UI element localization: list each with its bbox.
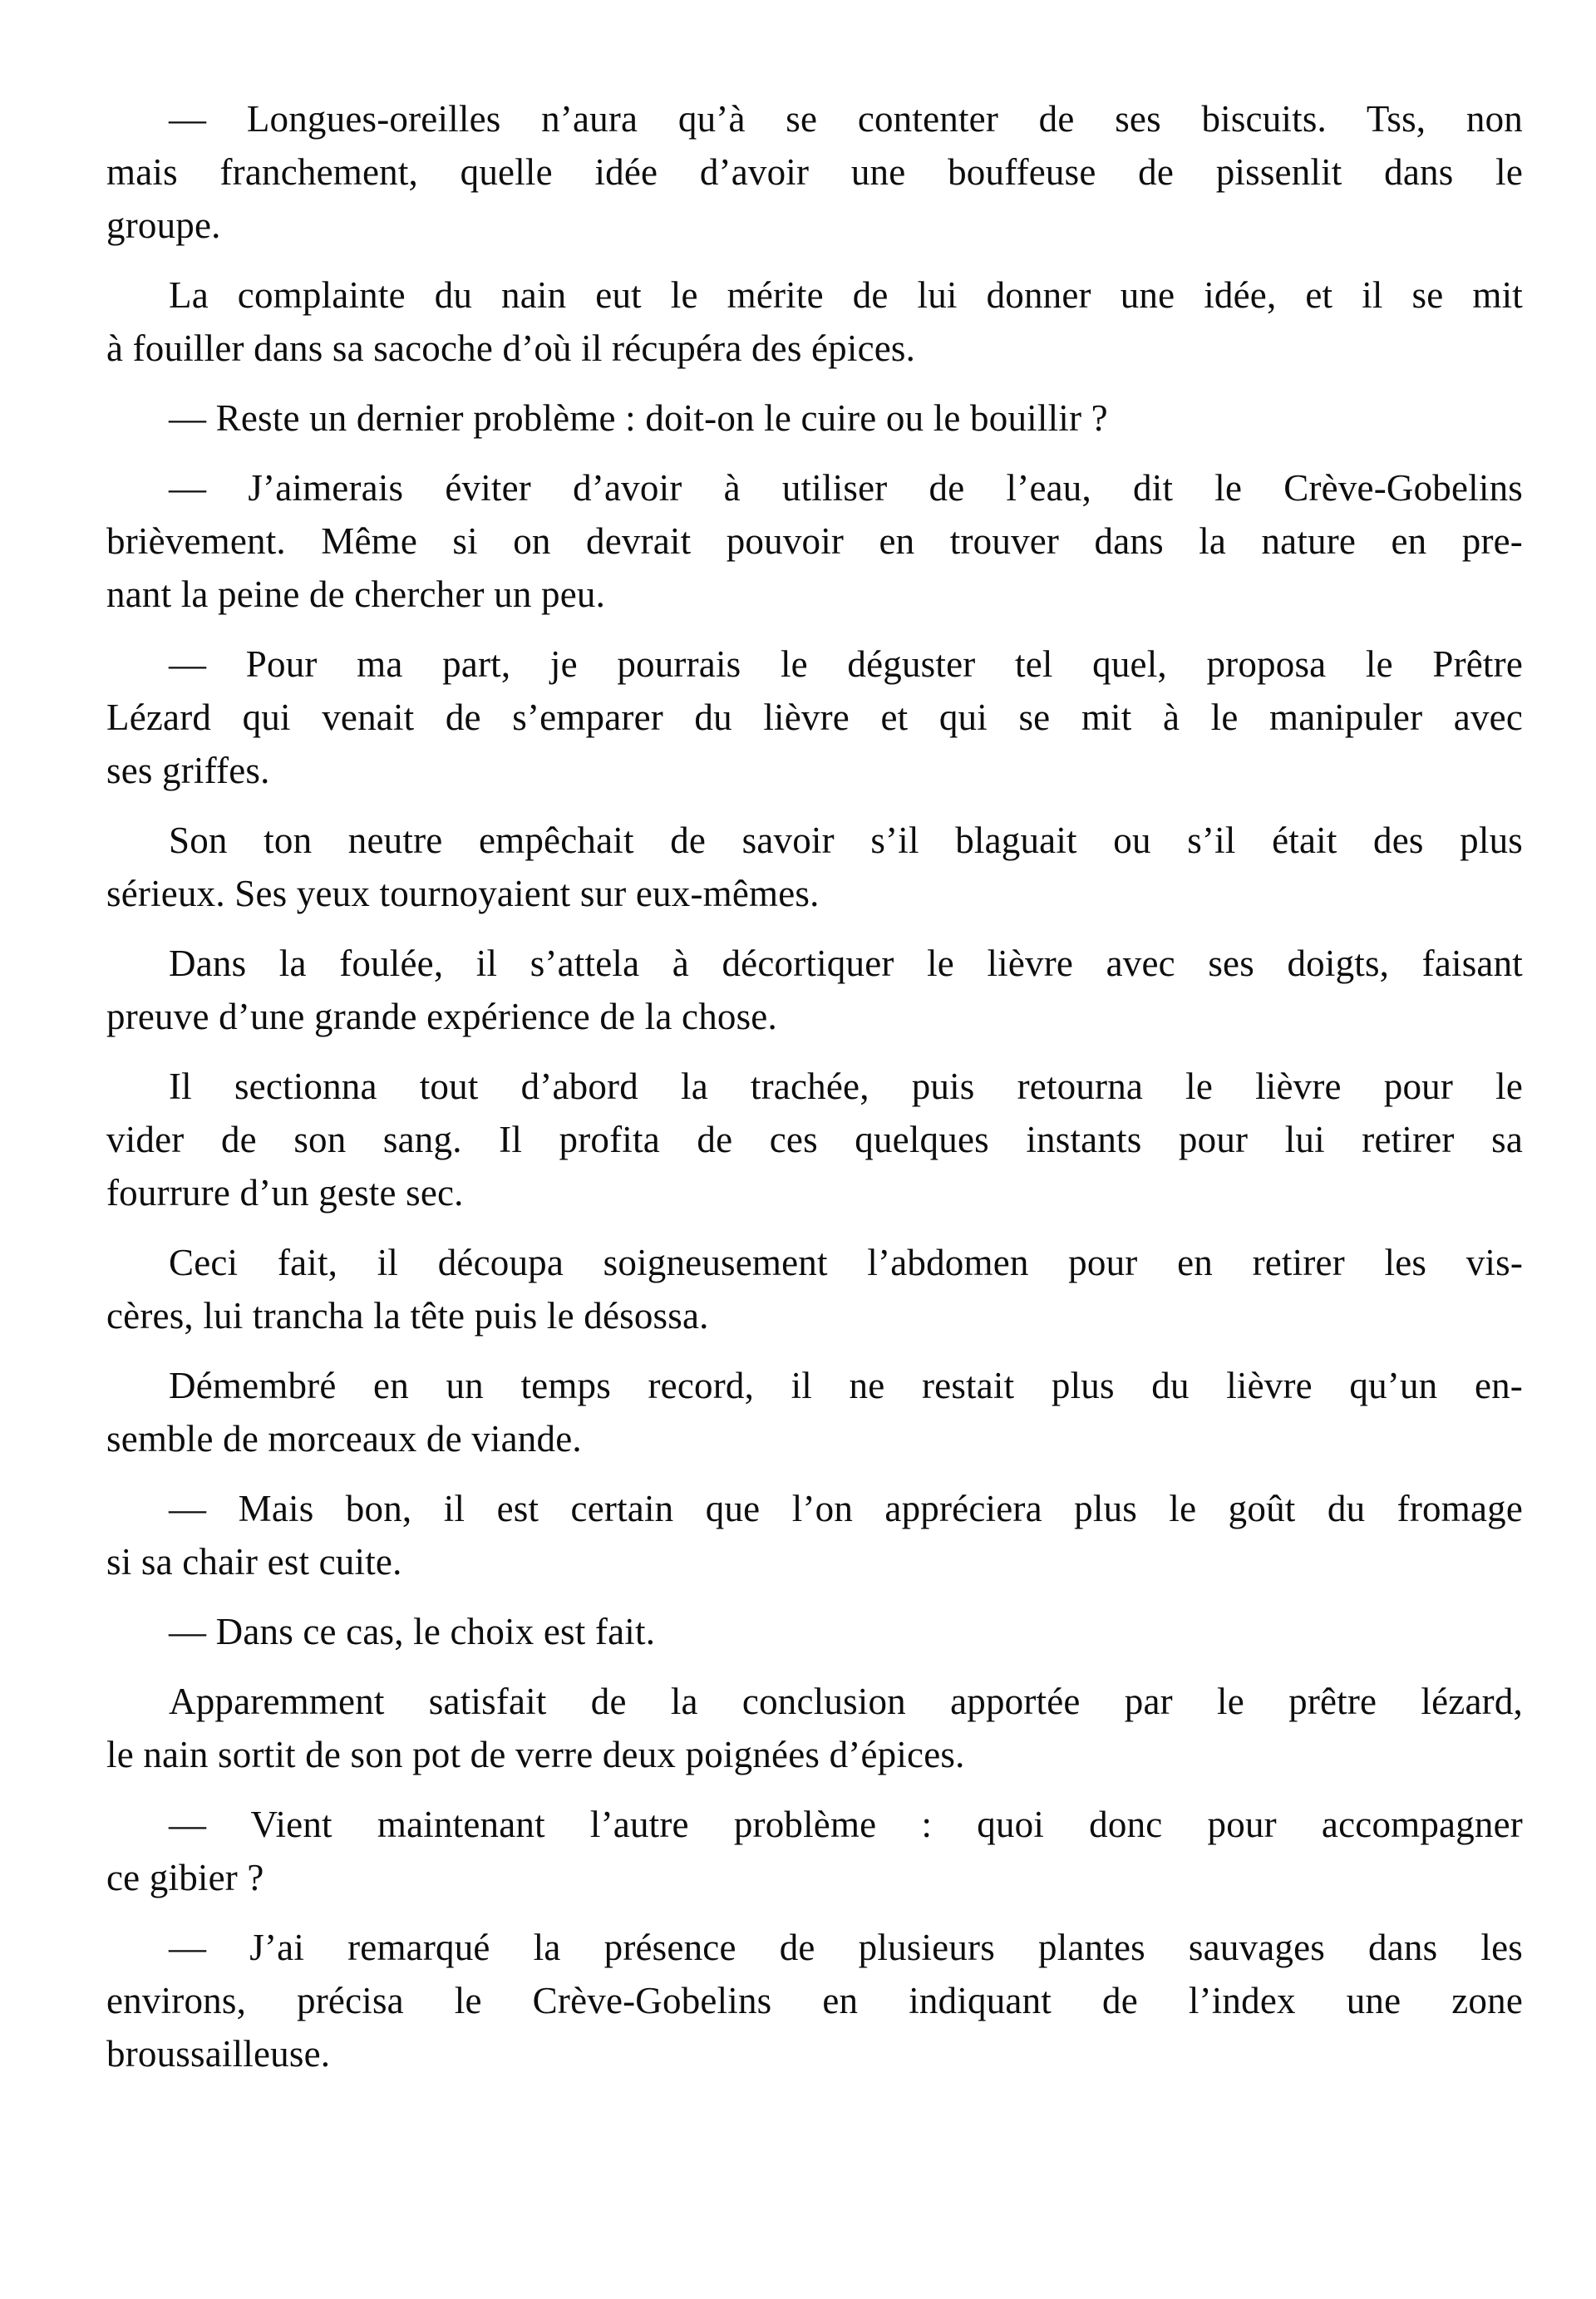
paragraph-narration [106,268,1523,375]
text-line: ce gibier ? [106,1857,264,1898]
text-line: — Pour ma part, je pourrais le déguster tel quel, proposa le Prêtre [169,643,1523,685]
text-column [106,92,1523,2097]
text-line: — Dans ce cas, le choix est fait. [169,1611,656,1652]
text-line: Lézard qui venait de s’emparer du lièvre et qui se mit à le manipuler avec [106,697,1523,738]
paragraph-narration [106,814,1523,920]
paragraph-dialogue [106,391,1523,445]
paragraph-dialogue [106,1605,1523,1658]
paragraph-dialogue [106,1482,1523,1588]
text-line: semble de morceaux de viande. [106,1418,582,1460]
text-line: Démembré en un temps record, il ne restait plus du lièvre qu’un en- [169,1365,1523,1406]
paragraph-dialogue [106,461,1523,621]
text-line: vider de son sang. Il profita de ces quelques instants pour lui retirer sa [106,1119,1523,1160]
text-line: Apparemment satisfait de la conclusion apportée par le prêtre lézard, [169,1681,1523,1722]
text-line: environs, précisa le Crève-Gobelins en indiquant de l’index une zone [106,1980,1523,2021]
paragraph-narration [106,937,1523,1043]
paragraph-narration [106,1060,1523,1219]
paragraph-dialogue [106,638,1523,797]
text-line: preuve d’une grande expérience de la chose. [106,996,777,1037]
text-line: broussailleuse. [106,2033,331,2075]
paragraph-narration [106,1236,1523,1342]
text-line: cères, lui trancha la tête puis le désossa. [106,1295,709,1337]
text-line: sérieux. Ses yeux tournoyaient sur eux-mêmes. [106,873,820,914]
text-line: — J’aimerais éviter d’avoir à utiliser de l’eau, dit le Crève-Gobelins [169,467,1523,509]
text-line: à fouiller dans sa sacoche d’où il récupéra des épices. [106,327,916,369]
paragraph-dialogue [106,1921,1523,2080]
text-line: — Reste un dernier problème : doit-on le cuire ou le bouillir ? [169,397,1108,439]
text-line: — J’ai remarqué la présence de plusieurs plantes sauvages dans les [169,1927,1523,1968]
paragraph-dialogue [106,1798,1523,1904]
text-line: Son ton neutre empêchait de savoir s’il blaguait ou s’il était des plus [169,820,1523,861]
text-line: fourrure d’un geste sec. [106,1172,464,1213]
text-line: mais franchement, quelle idée d’avoir une bouffeuse de pissenlit dans le [106,151,1523,193]
text-line: — Longues-oreilles n’aura qu’à se contenter de ses biscuits. Tss, non [169,98,1523,140]
paragraph-dialogue [106,92,1523,252]
text-line: brièvement. Même si on devrait pouvoir en trouver dans la nature en pre- [106,520,1523,562]
text-line: La complainte du nain eut le mérite de lui donner une idée, et il se mit [169,274,1523,316]
text-line: Ceci fait, il découpa soigneusement l’abdomen pour en retirer les vis- [169,1242,1523,1283]
text-line: — Mais bon, il est certain que l’on appréciera plus le goût du fromage [169,1488,1523,1529]
text-line: — Vient maintenant l’autre problème : quoi donc pour accompagner [169,1804,1523,1845]
text-line: ses griffes. [106,750,270,791]
paragraph-narration [106,1359,1523,1465]
text-line: le nain sortit de son pot de verre deux poignées d’épices. [106,1734,965,1775]
text-line: nant la peine de chercher un peu. [106,574,606,615]
paragraph-narration [106,1675,1523,1781]
text-line: groupe. [106,204,221,246]
text-line: si sa chair est cuite. [106,1541,402,1583]
text-line: Il sectionna tout d’abord la trachée, puis retourna le lièvre pour le [169,1066,1523,1107]
text-line: Dans la foulée, il s’attela à décortiquer le lièvre avec ses doigts, faisant [169,943,1523,984]
